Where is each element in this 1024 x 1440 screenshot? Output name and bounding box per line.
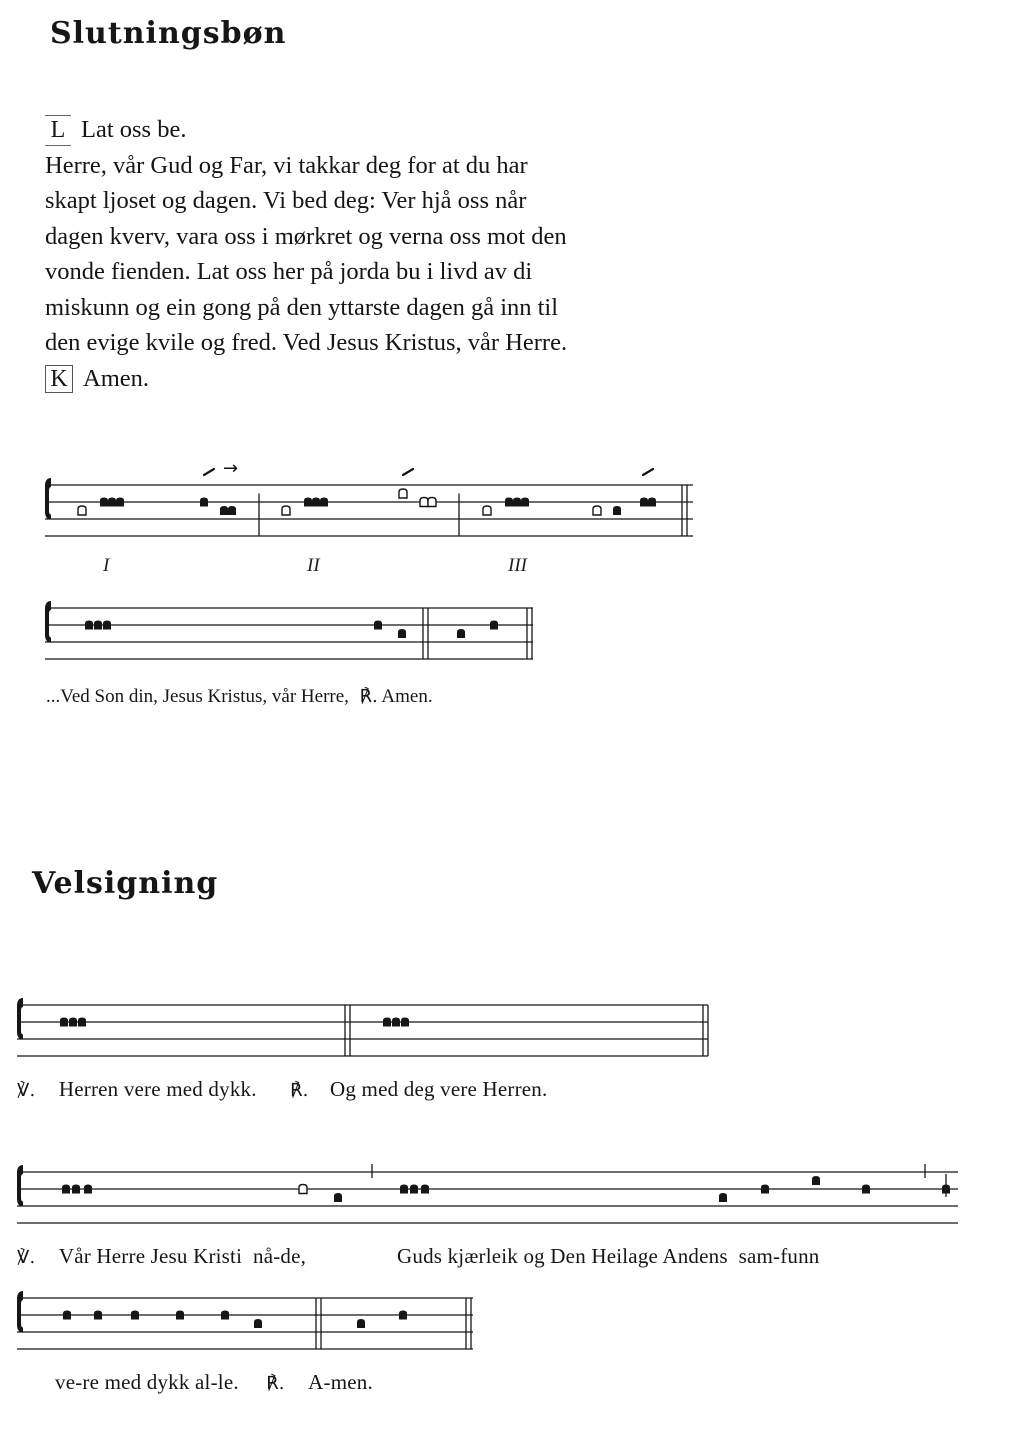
- tone-label-ii: II: [307, 555, 320, 576]
- section-title-velsigning: Velsigning: [32, 866, 219, 901]
- filled-note-icon: [410, 1185, 418, 1194]
- filled-note-icon: [761, 1185, 769, 1194]
- filled-note-icon: [513, 498, 521, 507]
- filled-note-icon: [228, 506, 236, 515]
- blessing-line-2: ve-re med dykk al-le.: [55, 1370, 239, 1394]
- hollow-note-icon: [399, 489, 407, 498]
- hollow-note-icon: [299, 1185, 307, 1194]
- filled-note-icon: [457, 629, 465, 638]
- blessing-caption-1b: Guds kjærleik og Den Heilage Andens sam-funn: [397, 1244, 820, 1268]
- dialogue-versicle: Herren vere med dykk.: [58, 1077, 257, 1101]
- filled-note-icon: [942, 1185, 950, 1194]
- filled-note-icon: [84, 1185, 92, 1194]
- filled-note-icon: [400, 1185, 408, 1194]
- filled-note-icon: [421, 1185, 429, 1194]
- c-clef-icon: [45, 601, 51, 643]
- prayer-line: miskunn og ein gong på den yttarste dagen gå inn til: [45, 293, 559, 321]
- c-clef-icon: [17, 1165, 23, 1207]
- response-symbol: ℟.: [290, 1080, 309, 1101]
- dialogue-response: Og med deg vere Herren.: [330, 1077, 548, 1101]
- accent-stroke-icon: [643, 469, 653, 475]
- prayer-line: vonde fienden. Lat oss her på jorda bu i livd av di: [45, 258, 533, 285]
- blessing-line-1a: Vår Herre Jesu Kristi nå-de,: [58, 1244, 307, 1268]
- filled-note-icon: [176, 1311, 184, 1320]
- filled-note-icon: [200, 498, 208, 507]
- filled-note-icon: [399, 1311, 407, 1320]
- ending-response: Amen.: [381, 686, 433, 707]
- filled-note-icon: [357, 1319, 365, 1328]
- filled-note-icon: [221, 1311, 229, 1320]
- filled-note-icon: [103, 621, 111, 630]
- filled-note-icon: [60, 1018, 68, 1027]
- section-title-slutningsbon: Slutningsbøn: [50, 16, 287, 51]
- filled-note-icon: [490, 621, 498, 630]
- blessing-response: A-men.: [308, 1370, 373, 1394]
- filled-note-icon: [334, 1193, 342, 1202]
- filled-note-icon: [613, 506, 621, 515]
- accent-stroke-icon: [403, 469, 413, 475]
- filled-note-icon: [719, 1193, 727, 1202]
- congregation-text: Amen.: [83, 364, 149, 392]
- tone-accent-arrow: →: [223, 458, 239, 479]
- filled-note-icon: [521, 498, 529, 507]
- filled-note-icon: [63, 1311, 71, 1320]
- accent-stroke-icon: [204, 469, 214, 475]
- filled-note-icon: [108, 498, 116, 507]
- filled-note-icon: [94, 621, 102, 630]
- filled-note-icon: [254, 1319, 262, 1328]
- filled-note-icon: [85, 621, 93, 630]
- prayer-line: skapt ljoset og dagen. Vi bed deg: Ver hjå oss når: [45, 187, 527, 214]
- filled-note-icon: [392, 1018, 400, 1027]
- tone-label-i: I: [103, 555, 110, 576]
- c-clef-icon: [17, 1291, 23, 1333]
- filled-note-icon: [78, 1018, 86, 1027]
- filled-note-icon: [100, 498, 108, 507]
- ending-caption: [46, 686, 433, 708]
- hollow-note-icon: [78, 506, 86, 515]
- filled-note-icon: [648, 498, 656, 507]
- hollow-note-icon: [593, 506, 601, 515]
- filled-note-icon: [862, 1185, 870, 1194]
- prayer-line: Herre, vår Gud og Far, vi takkar deg for at du har: [45, 151, 528, 179]
- filled-note-icon: [94, 1311, 102, 1320]
- filled-note-icon: [401, 1018, 409, 1027]
- filled-note-icon: [304, 498, 312, 507]
- versicle-symbol: ℣.: [17, 1247, 36, 1268]
- hollow-note-icon: [282, 506, 290, 515]
- filled-note-icon: [69, 1018, 77, 1027]
- hollow-note-icon: [483, 506, 491, 515]
- filled-note-icon: [131, 1311, 139, 1320]
- filled-note-icon: [812, 1176, 820, 1185]
- prayer-line: dagen kverv, vara oss i mørkret og verna oss mot den: [45, 222, 567, 250]
- filled-note-icon: [116, 498, 124, 507]
- c-clef-icon: [45, 478, 51, 520]
- c-clef-icon: [17, 998, 23, 1040]
- hollow-note-icon: [428, 498, 436, 507]
- blessing-caption-1: [17, 1244, 306, 1269]
- prayer-line: den evige kvile og fred. Ved Jesus Kristus, vår Herre.: [45, 329, 568, 356]
- ending-caption-text: ...Ved Son din, Jesus Kristus, vår Herre,: [46, 686, 349, 707]
- filled-note-icon: [640, 498, 648, 507]
- leader-mark: L: [45, 115, 71, 146]
- filled-note-icon: [220, 506, 228, 515]
- filled-note-icon: [374, 621, 382, 630]
- filled-note-icon: [62, 1185, 70, 1194]
- filled-note-icon: [320, 498, 328, 507]
- dialogue-caption: [17, 1077, 547, 1102]
- filled-note-icon: [312, 498, 320, 507]
- response-symbol: ℟.: [266, 1373, 285, 1394]
- tone-label-iii: III: [508, 555, 527, 576]
- blessing-caption-2: [55, 1370, 373, 1395]
- congregation-mark: K: [45, 365, 73, 393]
- versicle-symbol: ℣.: [17, 1080, 36, 1101]
- hollow-note-icon: [420, 498, 428, 507]
- filled-note-icon: [398, 629, 406, 638]
- filled-note-icon: [383, 1018, 391, 1027]
- leader-text: Lat oss be.: [81, 116, 187, 143]
- filled-note-icon: [505, 498, 513, 507]
- response-symbol: ℟.: [359, 686, 378, 707]
- filled-note-icon: [72, 1185, 80, 1194]
